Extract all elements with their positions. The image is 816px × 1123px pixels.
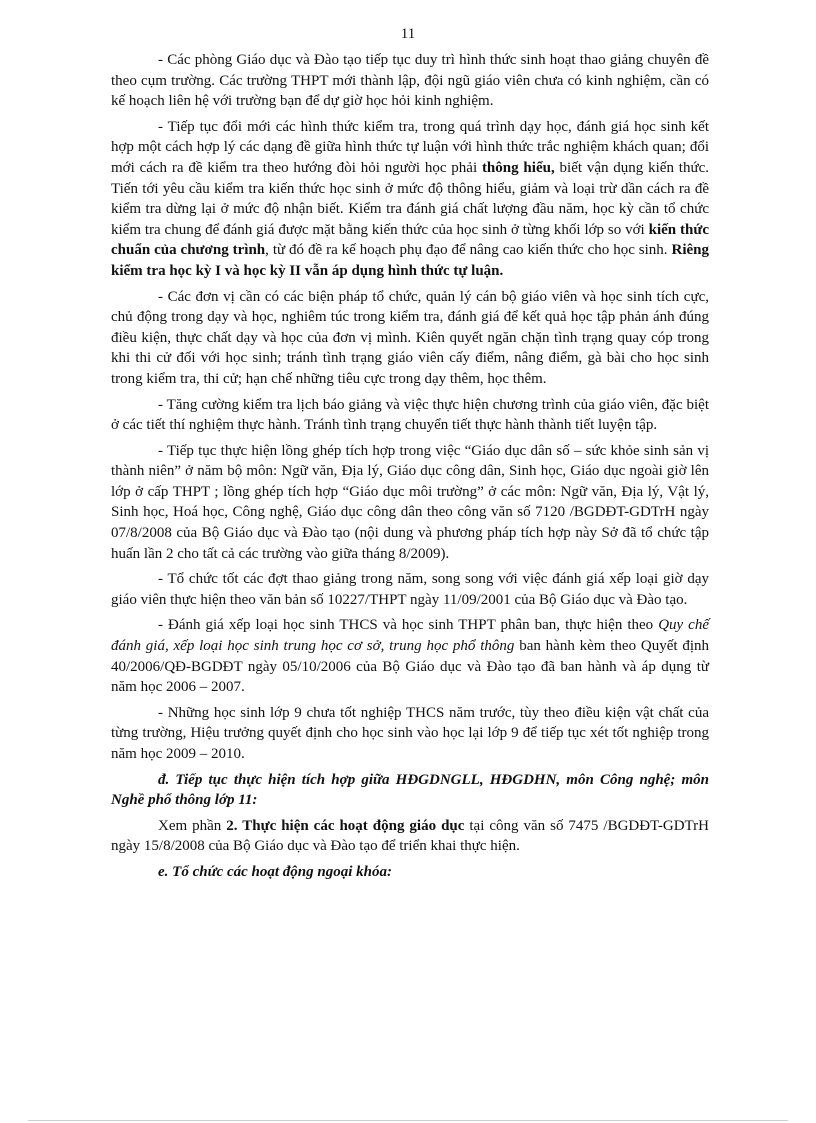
- italic-text: Quy chế đánh giá, xếp loại học sinh trung học cơ sở, trung học phổ thông: [111, 617, 709, 655]
- paragraph-lesson-inspection: - Tăng cường kiểm tra lịch báo giảng và việc thực hiện chương trình của giáo viên, đặc biệt ở các tiết thí nghiệm thực hành. Tránh tình trạng chuyển tiết thực hành thành tiết luyện tập.: [111, 396, 709, 434]
- text-run: biết vận dụng kiến thức. Tiến tới yêu cầu kiểm tra kiến thức học sinh ở mức độ thông hiểu, giảm và loại trừ dần cách ra đề kiểm tra dừng lại ở mức độ nhận biết. Kiểm tra đánh giá chất lượng đầu năm, học kỳ cần tổ chức kiểm tra chung để đánh giá được mặt bằng kiến thức của học sinh ở từng khối lớp so với: [111, 159, 709, 238]
- paragraph-exam-integrity: - Các đơn vị cần có các biện pháp tổ chức, quản lý cán bộ giáo viên và học sinh tích cực, chủ động trong dạy và học, nghiêm túc trong kiểm tra, đánh giá để kết quả học tập phản ánh đúng điều kiện, thực chất dạy và học của đơn vị mình. Kiên quyết ngăn chặn tình trạng quay cóp trong khi thi cử đối với học sinh; tránh tình trạng giáo viên cấy điểm, nâng điểm, gà bài cho học sinh trong kiểm tra, thi cử; hạn chế những tiêu cực trong dạy thêm, học thêm.: [111, 288, 709, 387]
- text-run: , từ đó đề ra kế hoạch phụ đạo để nâng cao kiến thức cho học sinh.: [265, 242, 672, 259]
- text-run: tại công văn số 7475 /BGDĐT-GDTrH ngày 15/8/2008 của Bộ Giáo dục và Đào tạo để triển khai thực hiện.: [111, 817, 709, 855]
- paragraph-reference: [111, 816, 709, 857]
- text-run: ban hành kèm theo Quyết định 40/2006/QĐ-BGDĐT ngày 05/10/2006 của Bộ Giáo dục và Đào tạo đã ban hành và áp dụng từ năm học 2006 – 2007.: [111, 638, 710, 696]
- text-run: - Tiếp tục đổi mới các hình thức kiểm tra, trong quá trình dạy học, đánh giá học sinh kết hợp một cách hợp lý các dạng đề giữa hình thức tự luận với hình thức trắc nghiệm khách quan; đổi mới cách ra đề kiểm tra theo hướng đòi hỏi người học phải: [111, 118, 709, 176]
- paragraph-student-evaluation: [111, 615, 709, 697]
- bold-text: 2. Thực hiện các hoạt động giáo dục: [226, 817, 465, 834]
- section-heading-d: đ. Tiếp tục thực hiện tích hợp giữa HĐGDNGLL, HĐGDHN, môn Công nghệ; môn Nghề phổ thông lớp 11:: [111, 771, 709, 809]
- paragraph-demonstration-lessons: - Tổ chức tốt các đợt thao giảng trong năm, song song với việc đánh giá xếp loại giờ dạy giáo viên thực hiện theo văn bản số 10227/THPT ngày 11/09/2001 của Bộ Giáo dục và Đào tạo.: [111, 571, 709, 608]
- bold-text: Riêng kiểm tra học kỳ I và học kỳ II vẫn áp dụng hình thức tự luận.: [111, 242, 709, 279]
- paragraph-assessment-reform: [111, 117, 709, 282]
- document-body: [111, 50, 709, 888]
- paragraph-grade9-repeat: - Những học sinh lớp 9 chưa tốt nghiệp THCS năm trước, tùy theo điều kiện vật chất của từng trường, Hiệu trưởng quyết định cho học sinh vào học lại lớp 9 để tiếp tục xét tốt nghiệp trong năm học 2009 – 2010.: [111, 704, 709, 762]
- page-number: 11: [400, 26, 416, 42]
- bold-text: thông hiểu,: [481, 159, 555, 176]
- page-bottom-rule: [28, 1120, 788, 1121]
- paragraph-integrated-education: - Tiếp tục thực hiện lồng ghép tích hợp trong việc “Giáo dục dân số – sức khỏe sinh sản vị thành niên” ở năm bộ môn: Ngữ văn, Địa lý, Giáo dục công dân, Sinh học, Giáo dục ngoài giờ lên lớp ở cấp THPT ; lồng ghép tích hợp “Giáo dục môi trường” ở các môn: Ngữ văn, Địa lý, Vật lý, Sinh học, Hoá học, Công nghệ, Giáo dục công dân theo công văn số 7120 /BGDĐT-GDTrH ngày 07/8/2008 của Bộ Giáo dục và Đào tạo (nội dung và phương pháp tích hợp này Sở đã tổ chức tập huấn lần 2 cho tất cả các trường vào giữa tháng 8/2009).: [111, 442, 709, 562]
- bold-text: kiến thức chuẩn của chương trình: [111, 221, 709, 259]
- text-run: Xem phần: [158, 817, 227, 834]
- paragraph-cluster-teaching: - Các phòng Giáo dục và Đào tạo tiếp tục duy trì hình thức sinh hoạt thao giảng chuyên đề theo cụm trường. Các trường THPT mới thành lập, đội ngũ giáo viên chưa có kinh nghiệm, cần có kế hoạch liên hệ với trường bạn để dự giờ học hỏi kinh nghiệm.: [111, 52, 709, 110]
- text-run: - Đánh giá xếp loại học sinh THCS và học sinh THPT phân ban, thực hiện theo: [158, 617, 659, 634]
- section-heading-e: e. Tổ chức các hoạt động ngoại khóa:: [158, 863, 392, 880]
